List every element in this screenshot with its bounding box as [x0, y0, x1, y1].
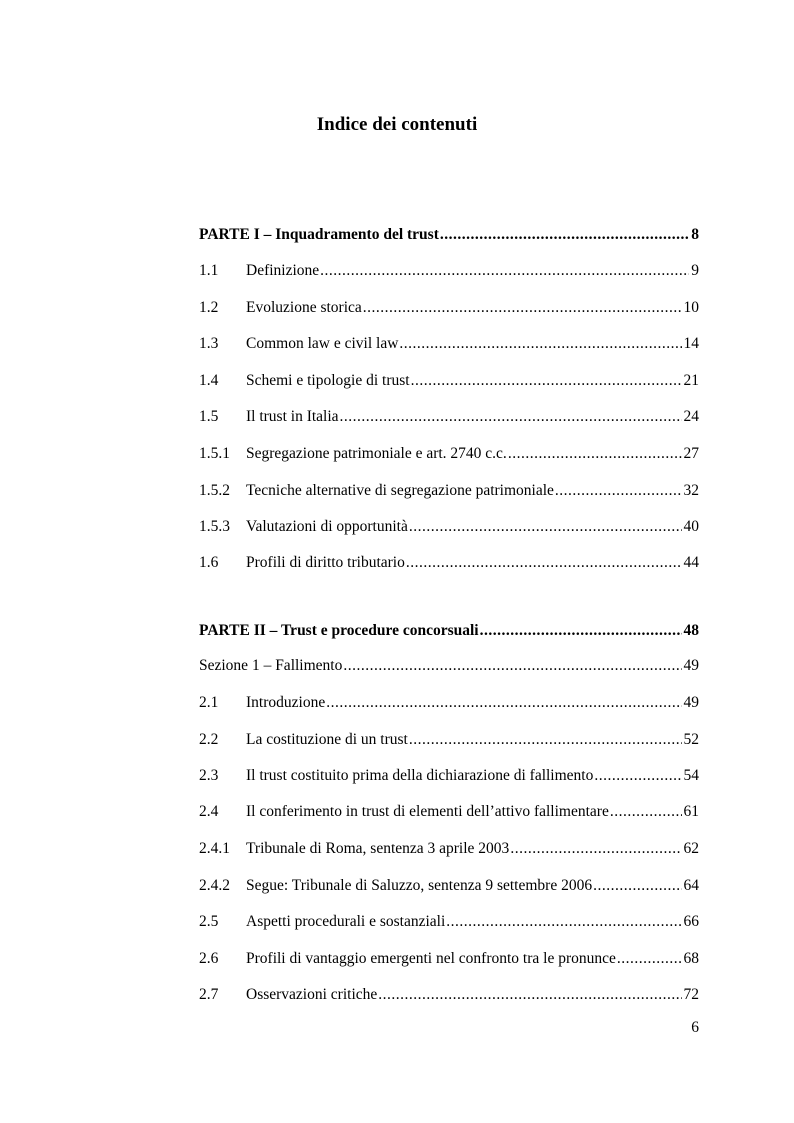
toc-page-number: 10: [683, 299, 699, 316]
toc-entry-title: Tribunale di Roma, sentenza 3 aprile 2003: [246, 840, 510, 857]
toc-dot-leader: [510, 838, 681, 860]
toc-page-number: 21: [683, 372, 699, 389]
page-number: 6: [691, 1019, 699, 1036]
toc-page-number: 68: [683, 950, 699, 967]
toc-section-title: Sezione 1 – Fallimento: [199, 657, 343, 674]
toc-entry[interactable]: [199, 480, 699, 502]
toc-entry-title: Segregazione patrimoniale e art. 2740 c.c.: [246, 445, 507, 462]
toc-entry-number: 2.6: [199, 950, 219, 967]
toc-dot-leader: [480, 620, 682, 642]
toc-dot-leader: [446, 911, 681, 933]
toc-entry-title: Il trust costituito prima della dichiarazione di fallimento: [246, 767, 594, 784]
toc-entry-number: 2.2: [199, 731, 219, 748]
toc-dot-leader: [399, 333, 681, 355]
toc-entry-number: 2.5: [199, 913, 219, 930]
toc-dot-leader: [409, 729, 682, 751]
toc-entry[interactable]: [199, 765, 699, 787]
toc-page-number: 9: [691, 262, 699, 279]
toc-entry-title: Evoluzione storica: [246, 299, 362, 316]
toc-entry-number: 1.5: [199, 408, 219, 425]
toc-dot-leader: [508, 443, 682, 465]
toc-entry-title: Osservazioni critiche: [246, 986, 378, 1003]
toc-page-number: 72: [683, 986, 699, 1003]
toc-entry-title: Common law e civil law: [246, 335, 399, 352]
toc-dot-leader: [594, 765, 681, 787]
toc-entry[interactable]: [199, 516, 699, 538]
toc-entry[interactable]: [199, 692, 699, 714]
toc-dot-leader: [320, 260, 689, 282]
toc-dot-leader: [340, 406, 682, 428]
toc-entry[interactable]: [199, 297, 699, 319]
toc-entry-title: Schemi e tipologie di trust: [246, 372, 410, 389]
toc-page-number: 27: [683, 445, 699, 462]
toc-dot-leader: [406, 552, 682, 574]
toc-entry[interactable]: [199, 838, 699, 860]
toc-entry-title: Profili di diritto tributario: [246, 554, 405, 571]
toc-dot-leader: [409, 516, 682, 538]
toc-page-number: 62: [683, 840, 699, 857]
toc-entry-title: Definizione: [246, 262, 320, 279]
toc-dot-leader: [610, 801, 682, 823]
toc-entry-number: 2.4.2: [199, 877, 230, 894]
toc-page-number: 14: [683, 335, 699, 352]
toc-entry-number: 1.3: [199, 335, 219, 352]
toc-dot-leader: [363, 297, 682, 319]
toc-entry-number: 2.1: [199, 694, 219, 711]
toc-entry-number: 1.5.2: [199, 482, 230, 499]
toc-page-number: 52: [683, 731, 699, 748]
toc-dot-leader: [593, 875, 681, 897]
toc-entry-title: Segue: Tribunale di Saluzzo, sentenza 9 settembre 2006: [246, 877, 593, 894]
toc-dot-leader: [326, 692, 681, 714]
toc-part-label: PARTE II – Trust e procedure concorsuali: [199, 622, 479, 639]
toc-dot-leader: [378, 984, 681, 1006]
toc-entry[interactable]: [199, 875, 699, 897]
toc-page-number: 49: [683, 694, 699, 711]
toc-entry-number: 1.5.1: [199, 445, 230, 462]
toc-entry-title: Profili di vantaggio emergenti nel confronto tra le pronunce: [246, 950, 616, 967]
toc-entry-number: 1.2: [199, 299, 219, 316]
toc-entry[interactable]: [199, 443, 699, 465]
toc-dot-leader: [617, 948, 682, 970]
toc-entry[interactable]: [199, 260, 699, 282]
toc-part-label: PARTE I – Inquadramento del trust: [199, 226, 439, 243]
toc-page-number: 48: [683, 622, 699, 639]
toc-page-number: 8: [691, 226, 699, 243]
toc-entry[interactable]: [199, 948, 699, 970]
toc-entry[interactable]: [199, 801, 699, 823]
toc-entry-number: 2.7: [199, 986, 219, 1003]
toc-entry-title: Introduzione: [246, 694, 326, 711]
toc-entry-title: Tecniche alternative di segregazione patrimoniale: [246, 482, 554, 499]
toc-entry-number: 1.4: [199, 372, 219, 389]
toc-part-heading[interactable]: [199, 620, 699, 642]
toc-entry-title: La costituzione di un trust: [246, 731, 408, 748]
toc-entry-title: Aspetti procedurali e sostanziali: [246, 913, 446, 930]
toc-entry-number: 1.1: [199, 262, 219, 279]
toc-entry-title: Il trust in Italia: [246, 408, 339, 425]
toc-dot-leader: [411, 370, 682, 392]
toc-page-number: 61: [683, 803, 699, 820]
toc-page-number: 44: [683, 554, 699, 571]
toc-part-heading[interactable]: [199, 224, 699, 246]
toc-entry-number: 1.5.3: [199, 518, 230, 535]
toc-entry[interactable]: [199, 406, 699, 428]
toc-entry-number: 1.6: [199, 554, 219, 571]
toc-dot-leader: [343, 655, 681, 677]
toc-page-number: 66: [683, 913, 699, 930]
toc-entry[interactable]: [199, 333, 699, 355]
toc-entry-number: 2.3: [199, 767, 219, 784]
toc-entry-title: Il conferimento in trust di elementi dell’attivo fallimentare: [246, 803, 609, 820]
toc-entry[interactable]: [199, 911, 699, 933]
toc-entry[interactable]: [199, 729, 699, 751]
toc-dot-leader: [555, 480, 682, 502]
toc-section[interactable]: [199, 655, 699, 677]
toc-page-number: 54: [683, 767, 699, 784]
toc-dot-leader: [440, 224, 689, 246]
toc-entry-title: Valutazioni di opportunità: [246, 518, 408, 535]
toc-page-number: 49: [683, 657, 699, 674]
toc-entry[interactable]: [199, 370, 699, 392]
toc-page-number: 64: [683, 877, 699, 894]
page-title: Indice dei contenuti: [316, 114, 478, 135]
toc-page-number: 24: [683, 408, 699, 425]
toc-page-number: 40: [683, 518, 699, 535]
toc-entry-number: 2.4.1: [199, 840, 230, 857]
toc-entry[interactable]: [199, 984, 699, 1006]
toc-entry[interactable]: [199, 552, 699, 574]
toc-page-number: 32: [683, 482, 699, 499]
toc-entry-number: 2.4: [199, 803, 219, 820]
